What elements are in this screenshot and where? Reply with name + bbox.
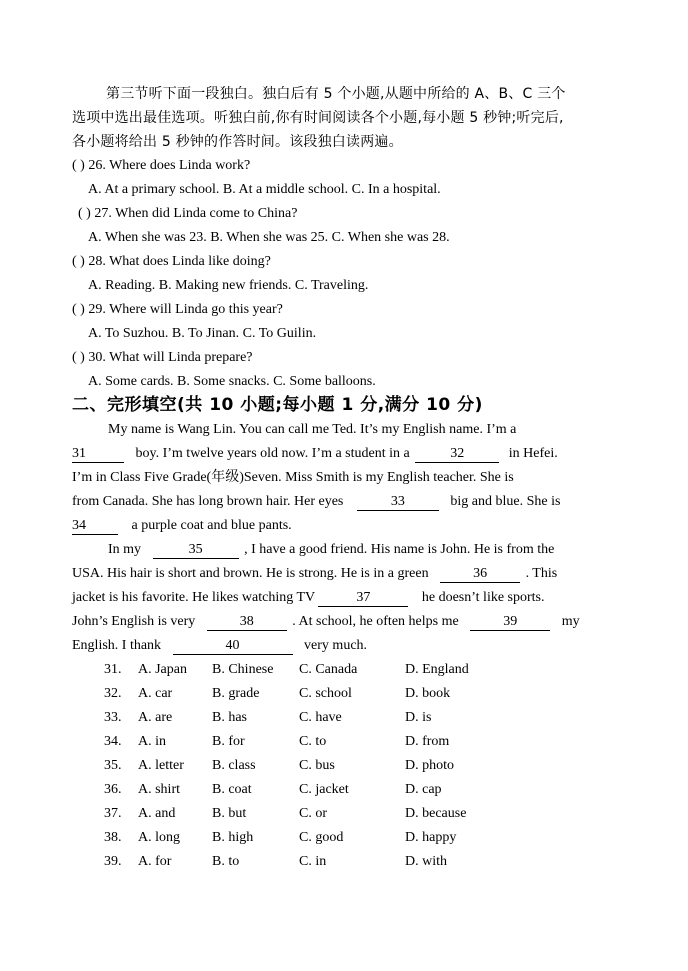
cloze-p1-line1: My name is Wang Lin. You can call me Ted. It’s my English name. I’m a [108,422,517,437]
choice-34-option-c: C. to [299,734,327,749]
choice-35-option-d: D. photo [405,758,454,773]
choice-32-option-b: B. grade [212,686,260,701]
cloze-p2-line4-tail: my [561,614,580,629]
cloze-p2-line1 [108,540,554,560]
cloze-p2-line4 [72,612,580,632]
choice-31-number: 31. [104,662,122,677]
choice-35-number: 35. [104,758,122,773]
choice-35-option-a: A. letter [138,758,184,773]
choice-38-option-d: D. happy [405,830,457,845]
choice-37-number: 37. [104,806,122,821]
choice-35-option-c: C. bus [299,758,335,773]
question-27-stem: ( ) 27. When did Linda come to China? [78,206,298,221]
cloze-p1-line5 [72,516,292,536]
cloze-p1-line5-text: a purple coat and blue pants. [131,518,292,533]
choice-37-option-b: B. but [212,806,247,821]
choice-38-number: 38. [104,830,122,845]
cloze-p1-line2-tail: in Hefei. [508,446,558,461]
cloze-p2-line2-text: USA. His hair is short and brown. He is strong. He is in a green [72,566,429,581]
question-27-options: A. When she was 23. B. When she was 25. C. When she was 28. [88,230,450,245]
cloze-p2-line3 [72,588,545,608]
choice-32-option-d: D. book [405,686,451,701]
cloze-p2-line3-text: jacket is his favorite. He likes watching TV [72,590,315,605]
choice-33-option-b: B. has [212,710,247,725]
blank-40: 40 [173,638,293,655]
cloze-p1-line3: I’m in Class Five Grade(年级)Seven. Miss Smith is my English teacher. She is [72,470,514,485]
choice-32-option-a: A. car [138,686,173,701]
blank-37: 37 [318,590,408,607]
choice-31-option-b: B. Chinese [212,662,274,677]
cloze-p1-line4-text: from Canada. She has long brown hair. Her eyes [72,494,344,509]
question-28-stem: ( ) 28. What does Linda like doing? [72,254,271,269]
cloze-p2-line5-tail: very much. [304,638,368,653]
cloze-p2-line5 [72,636,367,656]
choice-32-number: 32. [104,686,122,701]
choice-39-option-c: C. in [299,854,327,869]
choice-37-option-d: D. because [405,806,467,821]
blank-38: 38 [207,614,287,631]
blank-34: 34 [72,518,118,535]
choice-33-option-a: A. are [138,710,173,725]
choice-34-option-b: B. for [212,734,245,749]
question-28-options: A. Reading. B. Making new friends. C. Traveling. [88,278,369,293]
choice-34-number: 34. [104,734,122,749]
choice-33-option-c: C. have [299,710,342,725]
blank-36: 36 [440,566,520,583]
cloze-p1-line4-tail: big and blue. She is [450,494,561,509]
cloze-p2-line2-tail: . This [525,566,558,581]
blank-39: 39 [470,614,550,631]
cloze-p1-line2-text: boy. I’m twelve years old now. I’m a student in a [135,446,410,461]
cloze-section-heading: 二、完形填空(共 10 小题;每小题 1 分,满分 10 分) [72,395,483,415]
choice-33-option-d: D. is [405,710,432,725]
choice-37-option-a: A. and [138,806,176,821]
choice-32-option-c: C. school [299,686,352,701]
blank-33: 33 [357,494,439,511]
blank-35: 35 [153,542,239,559]
choice-31-option-a: A. Japan [138,662,187,677]
choice-38-option-c: C. good [299,830,344,845]
question-30-stem: ( ) 30. What will Linda prepare? [72,350,253,365]
choice-36-number: 36. [104,782,122,797]
cloze-p2-line1-tail: , I have a good friend. His name is John. He is from the [244,542,555,557]
question-29-options: A. To Suzhou. B. To Jinan. C. To Guilin. [88,326,317,341]
section3-intro-line1: 第三节听下面一段独白。独白后有 5 个小题,从题中所给的 A、B、C 三个 [106,86,566,102]
choice-37-option-c: C. or [299,806,327,821]
choice-36-option-c: C. jacket [299,782,349,797]
choice-36-option-d: D. cap [405,782,442,797]
choice-39-option-b: B. to [212,854,240,869]
section3-intro-line3: 各小题将给出 5 秒钟的作答时间。该段独白读两遍。 [72,134,403,150]
choice-39-option-a: A. for [138,854,172,869]
blank-31: 31 [72,446,124,463]
choice-36-option-b: B. coat [212,782,252,797]
choice-36-option-a: A. shirt [138,782,180,797]
cloze-p2-line3-tail: he doesn’t like sports. [421,590,545,605]
cloze-p2-line4-mid: . At school, he often helps me [292,614,459,629]
choice-31-option-c: C. Canada [299,662,358,677]
cloze-p2-line5-text: English. I thank [72,638,162,653]
choice-38-option-a: A. long [138,830,180,845]
choice-34-option-d: D. from [405,734,450,749]
question-29-stem: ( ) 29. Where will Linda go this year? [72,302,283,317]
choice-38-option-b: B. high [212,830,254,845]
cloze-p2-line1-text: In my [108,542,142,557]
choice-31-option-d: D. England [405,662,469,677]
cloze-p1-line2 [72,444,558,464]
blank-32: 32 [415,446,499,463]
question-26-options: A. At a primary school. B. At a middle school. C. In a hospital. [88,182,441,197]
cloze-p2-line2 [72,564,557,584]
question-30-options: A. Some cards. B. Some snacks. C. Some balloons. [88,374,376,389]
choice-33-number: 33. [104,710,122,725]
choice-34-option-a: A. in [138,734,166,749]
choice-39-option-d: D. with [405,854,447,869]
section3-intro-line2: 选项中选出最佳选项。听独白前,你有时间阅读各个小题,每小题 5 秒钟;听完后, [72,110,564,126]
choice-35-option-b: B. class [212,758,256,773]
choice-39-number: 39. [104,854,122,869]
cloze-p2-line4-text: John’s English is very [72,614,196,629]
cloze-p1-line4 [72,492,560,512]
question-26-stem: ( ) 26. Where does Linda work? [72,158,251,173]
